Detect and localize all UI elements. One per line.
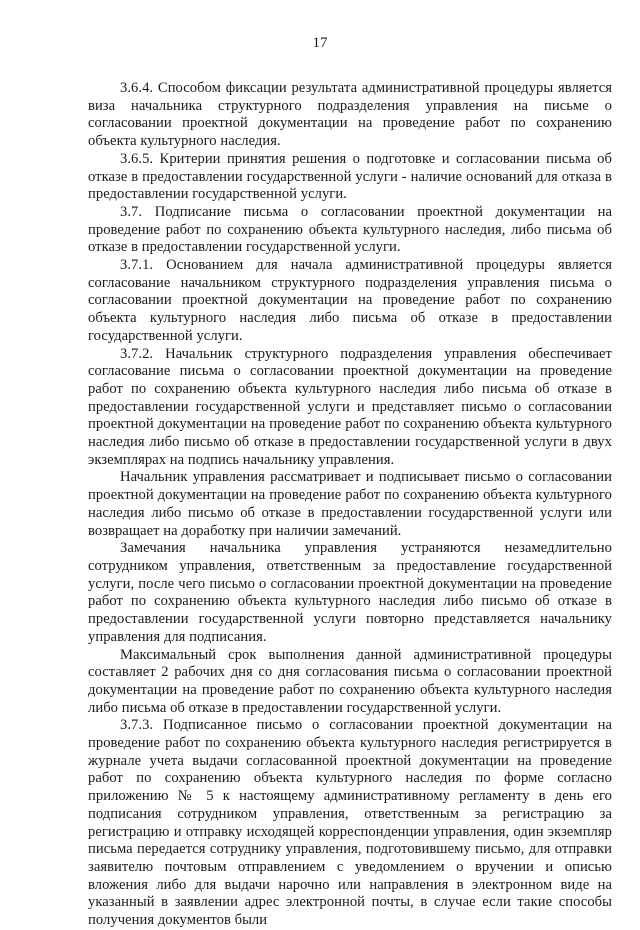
paragraph-3-7-3: 3.7.3. Подписанное письмо о согласовании проектной документации на проведение работ по сохранению объекта культурного наследия регистрируется в журнале учета выдачи согласованной проектной документации на проведение работ по сохранению объекта культурного наследия по форме согласно приложению № 5 к настоящему административному регламенту в день его подписания сотрудником управления, ответственным за регистрацию за регистрацию и отправку исходящей корреспонденции управления, один экземпляр письма передается сотруднику управления, подготовившему письмо, для отправки заявителю почтовым отправлением с уведомлением о вручении и описью вложения либо для выдачи нарочно или направления в электронном виде на указанный в заявлении адрес электронной почты, в случае если такие способы получения документов были	[88, 717, 612, 929]
paragraph-3-6-4: 3.6.4. Способом фиксации результата административной процедуры является виза начальника структурного подразделения управления на письме о согласовании проектной документации на проведение работ по сохранению объекта культурного наследия.	[88, 80, 612, 150]
paragraph-remarks: Замечания начальника управления устраняются незамедлительно сотрудником управления, ответственным за предоставление государственной услуги, после чего письмо о согласовании проектной документации на проведение работ по сохранению объекта культурного наследия либо письмо об отказе в предоставлении государственной услуги повторно представляется начальнику управления для подписания.	[88, 540, 612, 645]
paragraph-head-review: Начальник управления рассматривает и подписывает письмо о согласовании проектной документации на проведение работ по сохранению объекта культурного наследия либо письмо об отказе в предоставлении государственной услуги или возвращает на доработку при наличии замечаний.	[88, 469, 612, 539]
paragraph-3-7-1: 3.7.1. Основанием для начала административной процедуры является согласование начальником структурного подразделения управления письма о согласовании проектной документации на проведение работ по сохранению объекта культурного наследия либо письма об отказе в предоставлении государственной услуги.	[88, 257, 612, 344]
paragraph-3-6-5: 3.6.5. Критерии принятия решения о подготовке и согласовании письма об отказе в предоставлении государственной услуги - наличие оснований для отказа в предоставлении государственной услуги.	[88, 150, 612, 203]
paragraph-3-7-2: 3.7.2. Начальник структурного подразделения управления обеспечивает согласование письма о согласовании проектной документации на проведение работ по сохранению объекта культурного наследия либо письма об отказе в предоставлении государственной услуги и представляет письмо о согласовании проектной документации на проведение работ по сохранению объекта культурного наследия либо письмо об отказе в предоставлении государственной услуги в двух экземплярах на подпись начальнику управления.	[88, 345, 612, 468]
paragraph-max-term: Максимальный срок выполнения данной административной процедуры составляет 2 рабочих дня со дня согласования письма о согласовании проектной документации на проведение работ по сохранению объекта культурного наследия либо письма об отказе в предоставлении государственной услуги.	[88, 646, 612, 716]
page-number: 17	[312, 35, 328, 51]
document-body	[88, 80, 612, 930]
paragraph-3-7: 3.7. Подписание письма о согласовании проектной документации на проведение работ по сохранению объекта культурного наследия, либо письма об отказе в предоставлении государственной услуги.	[88, 203, 612, 256]
